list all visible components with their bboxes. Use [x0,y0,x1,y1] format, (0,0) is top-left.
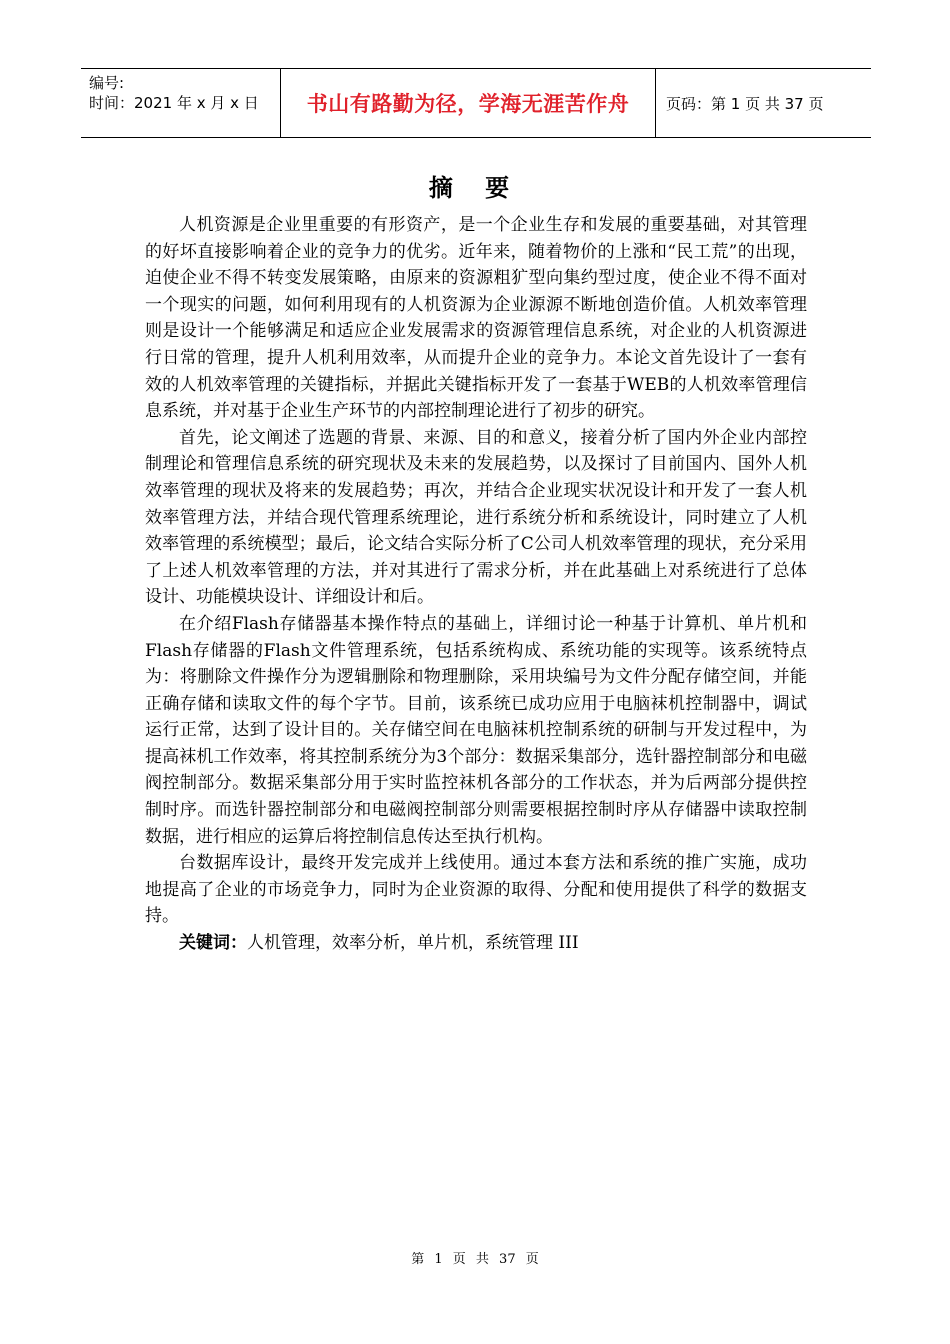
page-footer: 第 1 页 共 37 页 [411,1252,539,1267]
abstract-body [145,212,807,957]
paragraph-3: 在介绍Flash存储器基本操作特点的基础上，详细讨论一种基于计算机、单片机和Flash存储器的Flash文件管理系统，包括系统构成、系统功能的实现等。该系统特点为：将删除文件操作分为逻辑删除和物理删除，采用块编号为文件分配存储空间，并能正确存储和读取文件的每个字节。目前，该系统已成功应用于电脑袜机控制器中，调试运行正常，达到了设计目的。关存储空间在电脑袜机控制系统的研制与开发过程中，为提高袜机工作效率，将其控制系统分为3个部分：数据采集部分，选针器控制部分和电磁阀控制部分。数据采集部分用于实时监控袜机各部分的工作状态，并为后两部分提供控制时序。而选针器控制部分和电磁阀控制部分则需要根据控制时序从存储器中读取控制数据，进行相应的运算后将控制信息传达至执行机构。 [145,613,807,847]
header-page-cell [656,69,871,137]
paragraph-4: 台数据库设计，最终开发完成并上线使用。通过本套方法和系统的推广实施，成功地提高了企业的市场竞争力，同时为企业资源的取得、分配和使用提供了科学的数据支持。 [145,853,807,927]
keywords-label: 关键词： [179,933,247,954]
header-motto-cell [281,69,656,137]
document-header [81,68,871,138]
motto: 书山有路勤为径，学海无涯苦作舟 [306,92,630,116]
paragraph-2: 首先，论文阐述了选题的背景、来源、目的和意义，接着分析了国内外企业内部控制理论和管理信息系统的研究现状及未来的发展趋势，以及探讨了目前国内、国外人机效率管理的现状及将来的发展趋势；再次，并结合企业现实状况设计和开发了一套人机效率管理方法，并结合现代管理系统理论，进行系统分析和系统设计，同时建立了人机效率管理的系统模型；最后，论文结合实际分析了C公司人机效率管理的现状，充分采用了上述人机效率管理的方法，并对其进行了需求分析，并在此基础上对系统进行了总体设计、功能模块设计、详细设计和后。 [145,427,807,608]
page-title: 摘 要 [428,173,522,202]
keywords-text: 人机管理，效率分析，单片机，系统管理 III [247,933,579,954]
header-meta [81,69,281,137]
time-label: 时间：2021 年 x 月 x 日 [89,94,259,112]
keywords-line [145,930,807,957]
code-label: 编号: [89,74,125,92]
paragraph-1: 人机资源是企业里重要的有形资产，是一个企业生存和发展的重要基础，对其管理的好坏直接影响着企业的竞争力的优劣。近年来，随着物价的上涨和“民工荒”的出现，迫使企业不得不转变发展策略，由原来的资源粗犷型向集约型过度，使企业不得不面对一个现实的问题，如何利用现有的人机资源为企业源源不断地创造价值。人机效率管理则是设计一个能够满足和适应企业发展需求的资源管理信息系统，对企业的人机资源进行日常的管理，提升人机利用效率，从而提升企业的竞争力。本论文首先设计了一套有效的人机效率管理的关键指标，并据此关键指标开发了一套基于WEB的人机效率管理信息系统，并对基于企业生产环节的内部控制理论进行了初步的研究。 [145,215,807,422]
page-info: 页码：第 1 页 共 37 页 [666,94,824,113]
